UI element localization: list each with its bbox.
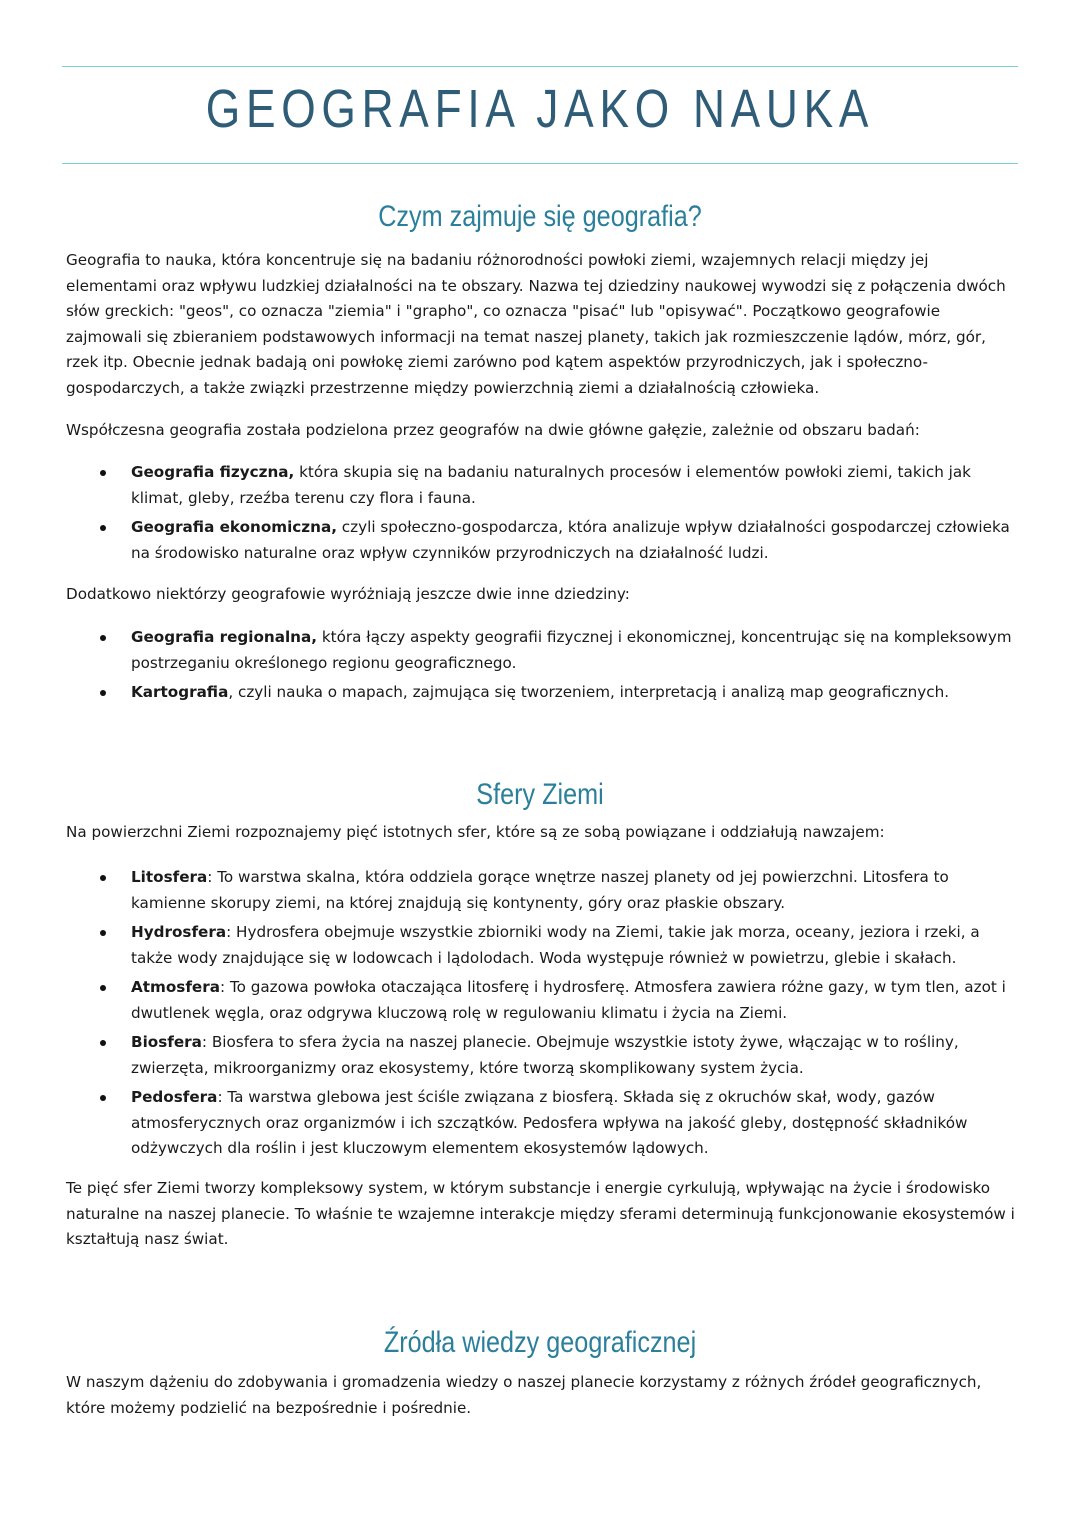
bullet-icon [100,470,106,476]
list-item: Atmosfera: To gazowa powłoka otaczająca litosferę i hydrosferę. Atmosfera zawiera różne gazy, w tym tlen, azot i dwutlenek węgla, oraz odgrywa kluczową rolę w regulowaniu klimatu i życia na Ziemi. [66,975,1016,1026]
paragraph-extra-intro: Dodatkowo niektórzy geografowie wyróżniają jeszcze dwie inne dziedziny: [66,585,630,603]
bullet-icon [100,875,106,881]
branches-list [66,460,1016,566]
spheres-list [66,865,1016,1162]
title-divider [62,163,1018,164]
extra-fields-list [66,625,1016,706]
list-item: Kartografia, czyli nauka o mapach, zajmująca się tworzeniem, interpretacją i analizą map geograficznych. [66,680,1016,706]
bullet-icon [100,525,106,531]
bullet-icon [100,1040,106,1046]
list-item: Geografia ekonomiczna, czyli społeczno-gospodarcza, która analizuje wpływ działalności gospodarczej człowieka na środowisko naturalne oraz wpływ czynników przyrodniczych na działalność ludzi. [66,515,1016,566]
list-item: Hydrosfera: Hydrosfera obejmuje wszystkie zbiorniki wody na Ziemi, takie jak morza, oceany, jeziora i rzeki, a także wody znajdujące się w lodowcach i lądolodach. Woda występuje również w powietrzu, glebie i skałach. [66,920,1016,971]
paragraph-geography-intro: Geografia to nauka, która koncentruje się na badaniu różnorodności powłoki ziemi, wzajemnych relacji między jej elementami oraz wpływu ludzkiej działalności na te obszary. Nazwa tej dziedziny naukowej wywodzi się z połączenia dwóch słów greckich: "geos", co oznacza "ziemia" i "grapho", co oznacza "pisać" lub "opisywać". Początkowo geografowie zajmowali się zbieraniem podstawowych informacji na temat naszej planety, takich jak rozmieszczenie lądów, mórz, gór, rzek itp. Obecnie jednak badają oni powłokę ziemi zarówno pod kątem aspektów przyrodniczych, jak i społeczno-gospodarczych, a także związki przestrzenne między powierzchnią ziemi a działalnością człowieka. [66,251,1006,397]
paragraph-spheres-intro: Na powierzchni Ziemi rozpoznajemy pięć istotnych sfer, które są ze sobą powiązane i oddziałują nawzajem: [66,823,885,841]
bullet-icon [100,930,106,936]
top-divider [62,66,1018,67]
list-item: Geografia regionalna, która łączy aspekty geografii fizycznej i ekonomicznej, koncentrując się na kompleksowym postrzeganiu określonego regionu geograficznego. [66,625,1016,676]
list-item: Pedosfera: Ta warstwa glebowa jest ściśle związana z biosferą. Składa się z okruchów skał, wody, gazów atmosferycznych oraz organizmów i ich szczątków. Pedosfera wpływa na jakość gleby, dostępność składników odżywczych dla roślin i jest kluczowym elementem ekosystemów lądowych. [66,1085,1016,1162]
paragraph-branches-intro: Współczesna geografia została podzielona przez geografów na dwie główne gałęzie, zależnie od obszaru badań: [66,421,920,439]
list-item: Litosfera: To warstwa skalna, która oddziela gorące wnętrze naszej planety od jej powierzchni. Litosfera to kamienne skorupy ziemi, na której znajdują się kontynenty, góry oraz płaskie obszary. [66,865,1016,916]
section-heading-spheres: Sfery Ziemi [476,778,604,811]
bullet-icon [100,690,106,696]
bullet-icon [100,635,106,641]
section-heading-geography: Czym zajmuje się geografia? [378,200,702,233]
paragraph-sources-intro: W naszym dążeniu do zdobywania i gromadzenia wiedzy o naszej planecie korzystamy z różnych źródeł geograficznych, które możemy podzielić na bezpośrednie i pośrednie. [66,1373,982,1417]
section-heading-sources: Źródła wiedzy geograficznej [383,1326,697,1359]
paragraph-spheres-summary: Te pięć sfer Ziemi tworzy kompleksowy system, w którym substancje i energie cyrkulują, wpływając na życie i środowisko naturalne na naszej planecie. To właśnie te wzajemne interakcje między sferami determinują funkcjonowanie ekosystemów i kształtują nasz świat. [66,1179,1015,1248]
list-item: Biosfera: Biosfera to sfera życia na naszej planecie. Obejmuje wszystkie istoty żywe, włączając w to rośliny, zwierzęta, mikroorganizmy oraz ekosystemy, które tworzą skomplikowany system życia. [66,1030,1016,1081]
bullet-icon [100,985,106,991]
bullet-icon [100,1095,106,1101]
list-item: Geografia fizyczna, która skupia się na badaniu naturalnych procesów i elementów powłoki ziemi, takich jak klimat, gleby, rzeźba terenu czy flora i fauna. [66,460,1016,511]
page-title: GEOGRAFIA JAKO NAUKA [205,79,875,139]
